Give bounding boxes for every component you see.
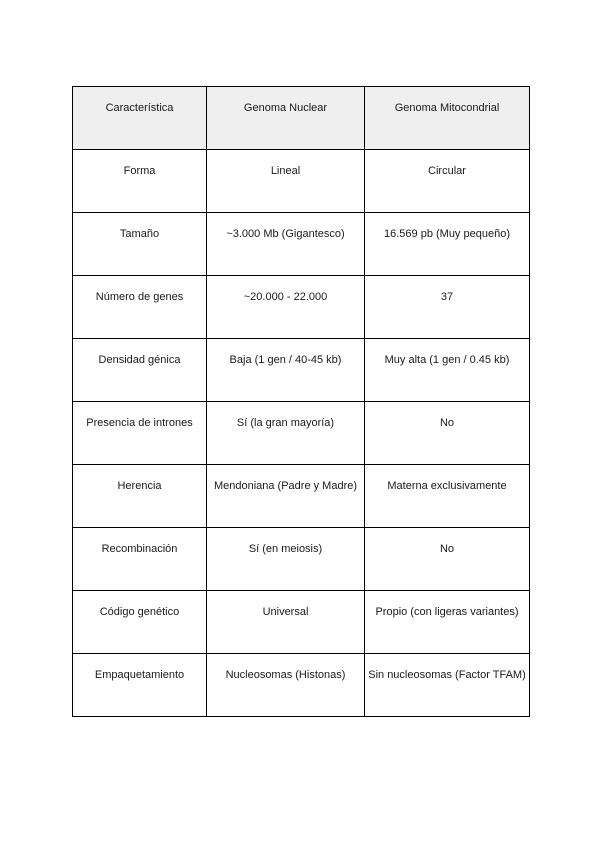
table-cell: [365, 465, 530, 528]
table-cell: [207, 654, 365, 717]
table-cell: [365, 528, 530, 591]
table-cell: [365, 150, 530, 213]
header-cell: [73, 87, 207, 150]
cell-text: Materna exclusivamente: [387, 480, 507, 492]
table-row: [73, 465, 530, 528]
table-cell: [207, 528, 365, 591]
table-row: [73, 213, 530, 276]
cell-text: 37: [440, 291, 454, 303]
table-cell: [73, 213, 207, 276]
table-cell: [207, 213, 365, 276]
table-cell: [73, 654, 207, 717]
header-label: Genoma Mitocondrial: [394, 102, 500, 114]
cell-text: Propio (con ligeras variantes): [375, 606, 519, 618]
cell-text: Densidad génica: [98, 354, 181, 366]
cell-text: Muy alta (1 gen / 0.45 kb): [384, 354, 510, 366]
cell-text: Mendoniana (Padre y Madre): [213, 480, 358, 492]
table-row: [73, 654, 530, 717]
table-cell: [365, 213, 530, 276]
genome-comparison-table: [72, 86, 530, 717]
cell-text: Nucleosomas (Histonas): [225, 669, 346, 681]
table-row: [73, 591, 530, 654]
table-cell: [207, 465, 365, 528]
table-cell: [73, 591, 207, 654]
table-cell: [73, 339, 207, 402]
cell-text: Baja (1 gen / 40-45 kb): [229, 354, 342, 366]
table-cell: [73, 276, 207, 339]
table-cell: [73, 402, 207, 465]
cell-text: Herencia: [117, 480, 162, 492]
cell-text: 16.569 pb (Muy pequeño): [384, 228, 510, 240]
table-row: [73, 276, 530, 339]
table-header-row: [73, 87, 530, 150]
cell-text: Lineal: [270, 165, 301, 177]
cell-text: Empaquetamiento: [94, 669, 185, 681]
table-cell: [207, 276, 365, 339]
cell-text: Número de genes: [95, 291, 184, 303]
table-cell: [365, 339, 530, 402]
cell-text: Sí (en meiosis): [248, 543, 323, 555]
cell-text: No: [439, 543, 455, 555]
table-cell: [365, 654, 530, 717]
cell-text: Tamaño: [119, 228, 160, 240]
table-cell: [207, 150, 365, 213]
table-cell: [207, 591, 365, 654]
table-cell: [73, 465, 207, 528]
table-cell: [365, 591, 530, 654]
cell-text: Sí (la gran mayoría): [236, 417, 335, 429]
header-cell: [207, 87, 365, 150]
cell-text: ~20.000 - 22.000: [243, 291, 328, 303]
cell-text: No: [439, 417, 455, 429]
cell-text: Código genético: [99, 606, 180, 618]
cell-text: Recombinación: [101, 543, 178, 555]
table-cell: [365, 402, 530, 465]
header-label: Genoma Nuclear: [243, 102, 328, 114]
table-cell: [365, 276, 530, 339]
table-row: [73, 402, 530, 465]
cell-text: Sin nucleosomas (Factor TFAM): [368, 669, 526, 681]
cell-text: Presencia de intrones: [86, 417, 193, 429]
table-row: [73, 528, 530, 591]
cell-text: Circular: [428, 165, 466, 177]
cell-text: Forma: [123, 165, 156, 177]
table-row: [73, 150, 530, 213]
table-cell: [207, 402, 365, 465]
cell-text: Universal: [262, 606, 309, 618]
cell-text: ~3.000 Mb (Gigantesco): [226, 228, 345, 240]
table-cell: [207, 339, 365, 402]
header-cell: [365, 87, 530, 150]
table-cell: [73, 150, 207, 213]
table-row: [73, 339, 530, 402]
header-label: Característica: [105, 102, 174, 114]
table-cell: [73, 528, 207, 591]
